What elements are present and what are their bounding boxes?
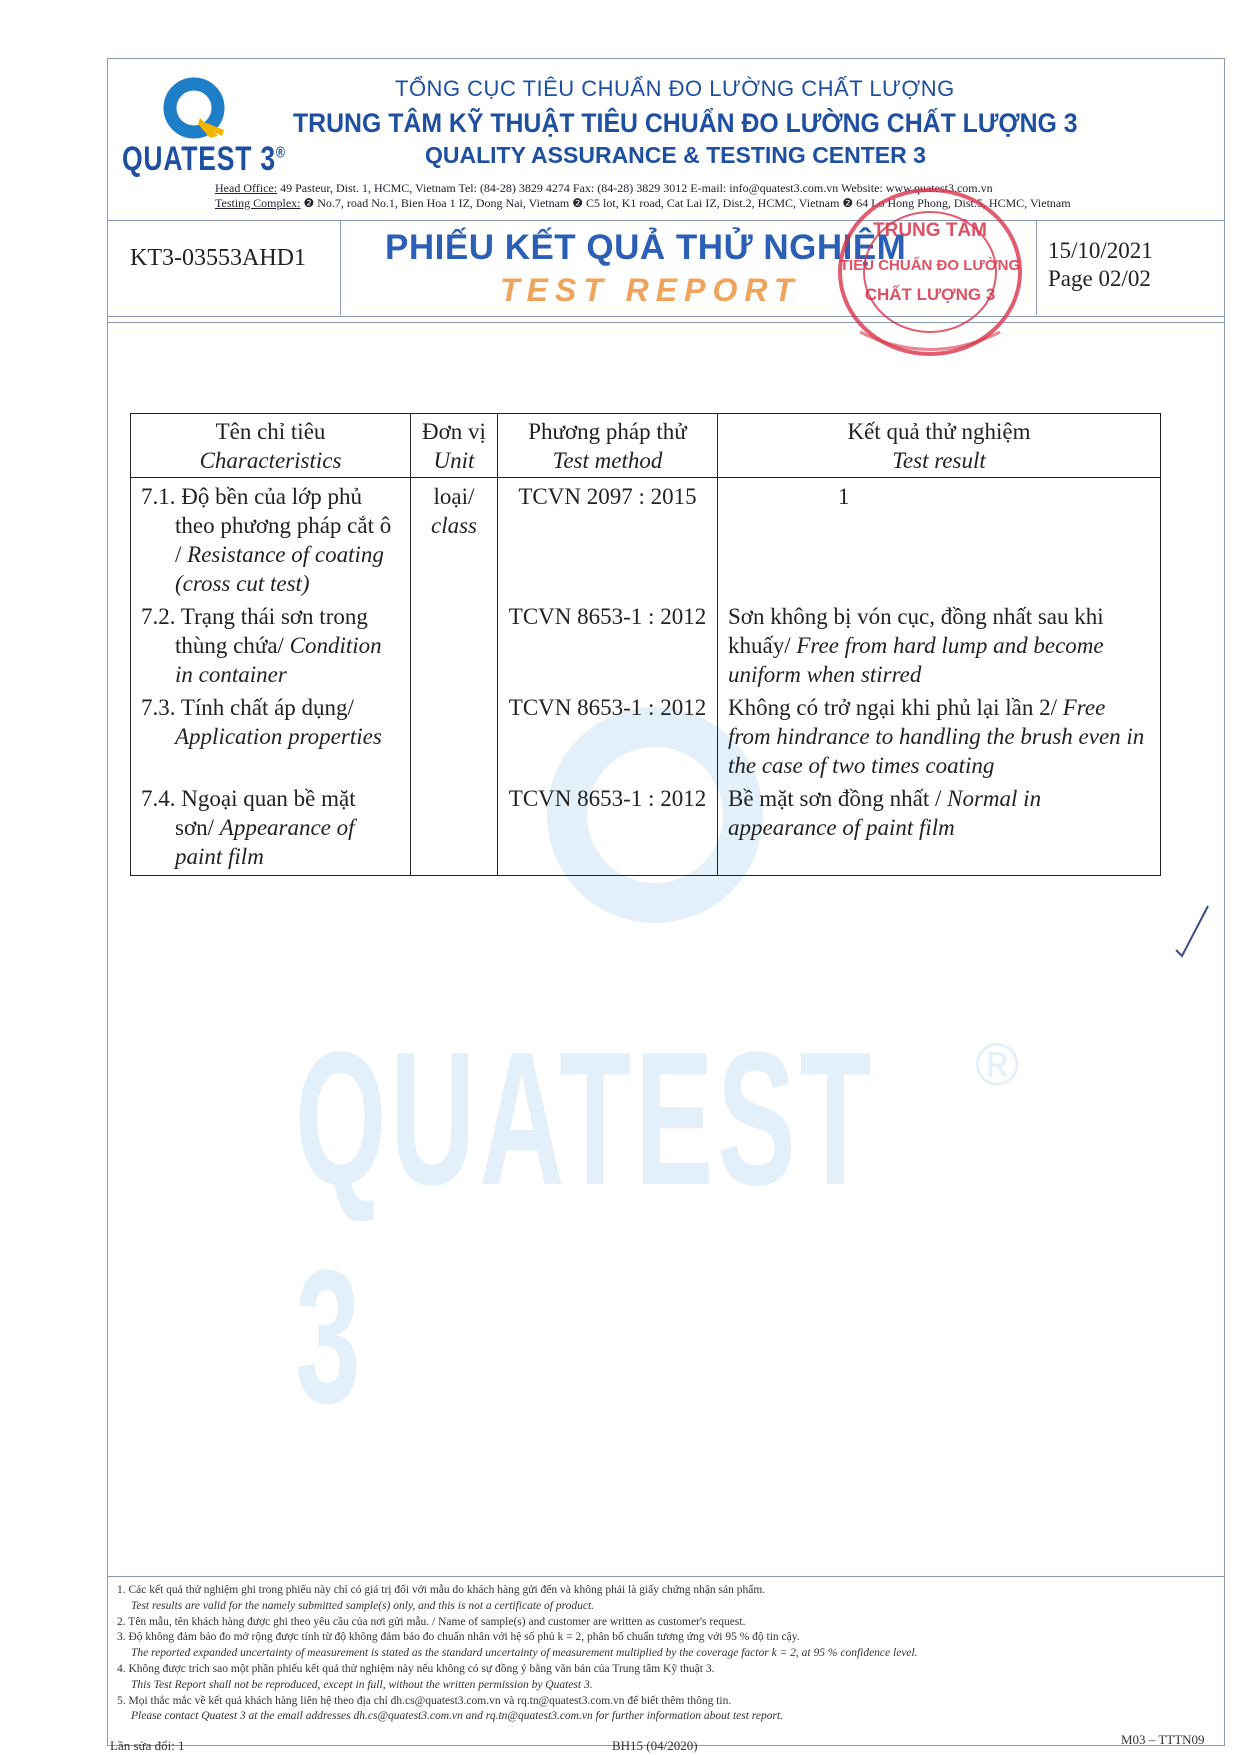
testing-complex-line: Testing Complex: ❷ No.7, road No.1, Bien Hoa 1 IZ, Dong Nai, Vietnam ❷ C5 lot, K1 road, Cat Lai IZ, Dist.2, HCMC, Vietnam ❷ 64 Lo Hong Phong, Dist.5, HCMC, Vietnam (215, 196, 1071, 210)
row-characteristic: 7.4. Ngoại quan bề mặt sơn/ Appearance of paint film (131, 782, 411, 876)
report-date: 15/10/2021 (1048, 238, 1153, 263)
document-code: M03 – TTTN09 (1121, 1732, 1205, 1747)
row-result: Không có trở ngại khi phủ lại lần 2/ Free from hindrance to handling the brush even in the case of two times coating (718, 691, 1161, 782)
row-method: TCVN 8653-1 : 2012 (498, 691, 718, 782)
note-item: 4. Không được trích sao một phần phiếu kết quả thử nghiệm này nếu không có sự đồng ý bằng văn bản của Trung tâm Kỹ thuật 3. This Test Report shall not be reproduced, except in full, without the written permission by Quatest 3. (117, 1662, 715, 1691)
row-characteristic: 7.3. Tính chất áp dụng/ Application properties (131, 691, 411, 782)
row-method: TCVN 2097 : 2015 (498, 478, 718, 601)
agency-name: TỔNG CỤC TIÊU CHUẨN ĐO LƯỜNG CHẤT LƯỢNG (395, 76, 955, 101)
title-left-divider (340, 220, 341, 315)
table-header-row (131, 414, 1161, 478)
official-stamp (830, 182, 1030, 362)
note-item: 2. Tên mẫu, tên khách hàng được ghi theo yêu cầu của nơi gửi mẫu. / Name of sample(s) and customer are written as customer's request. (117, 1615, 746, 1628)
row-result: Bề mặt sơn đồng nhất / Normal in appearance of paint film (718, 782, 1161, 876)
note-item: 3. Độ không đảm bảo đo mở rộng được tính từ độ không đảm bảo đo chuẩn nhân với hệ số phủ k = 2, phân bố chuẩn tương ứng với 95 % độ tin cậy. The reported expanded uncertainty of measurement is stated as the standard uncertainty of measurement multiplied by the coverage factor k = 2, at 95 % confidence level. (117, 1631, 918, 1660)
quatest-logo-icon (160, 74, 232, 146)
stamp-line-2: TIÊU CHUẨN ĐO LƯỜNG (839, 257, 1021, 274)
row-unit (411, 782, 498, 876)
header-unit: Đơn vị Unit (411, 414, 498, 478)
report-code: KT3-03553AHD1 (130, 245, 306, 271)
row-characteristic: 7.2. Trạng thái sơn trong thùng chứa/ Condition in container (131, 600, 411, 691)
notes-divider (107, 1576, 1225, 1577)
table-row (131, 600, 1161, 691)
row-unit: loại/ class (411, 478, 498, 601)
center-name-vi: TRUNG TÂM KỸ THUẬT TIÊU CHUẨN ĐO LƯỜNG CHẤT LƯỢNG 3 (293, 108, 1078, 138)
center-name-en: QUALITY ASSURANCE & TESTING CENTER 3 (425, 142, 926, 168)
form-number: BH15 (04/2020) (612, 1738, 698, 1753)
header-test-result: Kết quả thử nghiệm Test result (718, 414, 1161, 478)
row-method: TCVN 8653-1 : 2012 (498, 600, 718, 691)
row-unit (411, 691, 498, 782)
row-method: TCVN 8653-1 : 2012 (498, 782, 718, 876)
report-title-en: TEST REPORT (500, 272, 801, 308)
row-result: Sơn không bị vón cục, đồng nhất sau khi khuấy/ Free from hard lump and become uniform when stirred (718, 600, 1161, 691)
note-item: 1. Các kết quả thử nghiệm ghi trong phiếu này chỉ có giá trị đối với mẫu do khách hàng gửi đến và không phải là giấy chứng nhận sản phẩm. Test results are valid for the namely submitted sample(s) only, and this is not a certificate of product. (117, 1584, 766, 1612)
head-office-line: Head Office: 49 Pasteur, Dist. 1, HCMC, Vietnam Tel: (84-28) 3829 4274 Fax: (84-28) 3829 3012 E-mail: info@quatest3.com.vn Website: www.quatest3.com.vn (215, 181, 993, 195)
title-bottom-divider (107, 316, 1225, 317)
revision-label: Lần sửa đổi: 1 (110, 1738, 185, 1753)
table-row (131, 782, 1161, 876)
brand-name: QUATEST 3® (122, 140, 286, 178)
title-right-divider (1036, 220, 1037, 315)
table-row (131, 478, 1161, 601)
report-title-vi: PHIẾU KẾT QUẢ THỬ NGHIỆM (385, 228, 907, 267)
watermark: QUATEST 3 (295, 1013, 876, 1443)
row-characteristic: 7.1. Độ bền của lớp phủ theo phương pháp cắt ô / Resistance of coating (cross cut test) (131, 478, 411, 601)
title-top-divider (107, 220, 1225, 221)
header-characteristics: Tên chỉ tiêu Characteristics (131, 414, 411, 478)
row-result: 1 (718, 478, 1161, 601)
row-unit (411, 600, 498, 691)
table-row (131, 691, 1161, 782)
watermark-registered-mark: ® (975, 1031, 1020, 1098)
note-item: 5. Mọi thắc mắc về kết quả khách hàng liên hệ theo địa chỉ dh.cs@quatest3.com.vn và rq.tn@quatest3.com.vn để biết thêm thông tin. Please contact Quatest 3 at the email addresses dh.cs@quatest3.com.vn and rq.tn@quatest3.com.vn for further information about test report. (117, 1694, 783, 1723)
checkmark-icon (1172, 900, 1212, 960)
page-number: Page 02/02 (1048, 266, 1151, 291)
title-bottom-divider-2 (107, 322, 1225, 323)
notes-block (117, 1583, 918, 1725)
stamp-line-3: CHẤT LƯỢNG 3 (864, 285, 996, 304)
header-test-method: Phương pháp thử Test method (498, 414, 718, 478)
stamp-line-1: TRUNG TÂM (873, 220, 987, 241)
results-table (130, 413, 1161, 876)
